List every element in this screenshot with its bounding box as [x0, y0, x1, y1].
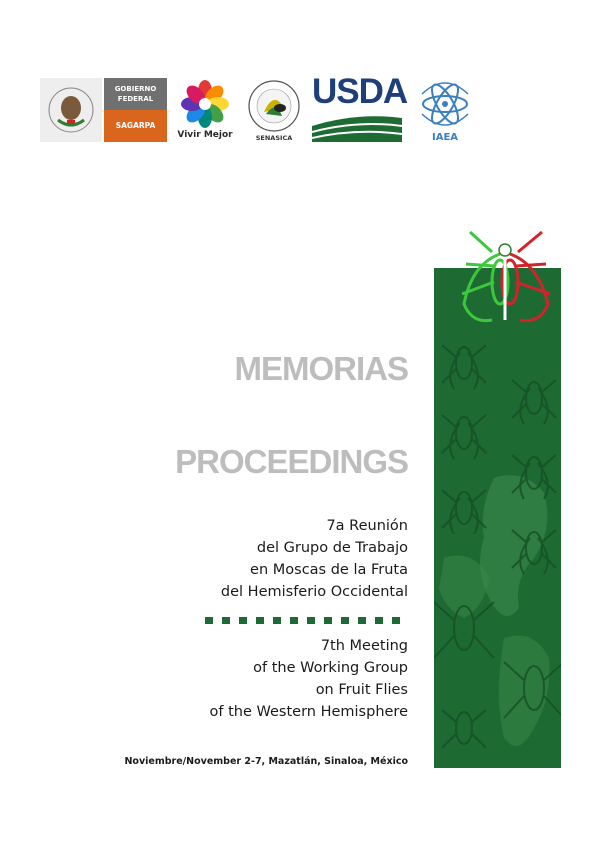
spanish-subtitle	[221, 515, 408, 603]
gobierno-federal-text: GOBIERNO FEDERAL	[104, 78, 167, 110]
english-line: of the Western Hemisphere	[209, 704, 408, 720]
divider-dash	[256, 617, 264, 624]
event-date-location: Noviembre/November 2-7, Mazatlán, Sinaloa, México	[124, 756, 408, 767]
spanish-line: en Moscas de la Fruta	[250, 562, 408, 578]
divider-dash	[375, 617, 383, 624]
english-line: on Fruit Flies	[315, 682, 408, 698]
english-line: 7th Meeting	[320, 638, 408, 654]
spanish-line: del Hemisferio Occidental	[220, 584, 408, 600]
vivir-mejor-text: Vivir Mejor	[177, 130, 233, 140]
green-band	[434, 268, 561, 768]
english-line: of the Working Group	[253, 660, 408, 676]
fruit-fly-emblem-icon	[452, 224, 562, 334]
divider-dash	[205, 617, 213, 624]
iaea-logo	[412, 78, 478, 144]
vivir-mejor-logo	[174, 78, 236, 144]
divider-dash	[341, 617, 349, 624]
iaea-text: IAEA	[431, 132, 459, 143]
spanish-line: del Grupo de Trabajo	[256, 540, 408, 556]
divider-dash	[290, 617, 298, 624]
divider-dash	[324, 617, 332, 624]
english-subtitle	[210, 635, 408, 723]
green-dash-divider	[205, 617, 410, 624]
divider-dash	[273, 617, 281, 624]
title-proceedings: PROCEEDINGS	[175, 443, 408, 480]
divider-dash	[358, 617, 366, 624]
mexico-seal-logo	[40, 78, 102, 142]
spanish-line: 7a Reunión	[326, 518, 408, 534]
divider-dash	[392, 617, 400, 624]
senasica-logo	[244, 78, 304, 144]
gobierno-sagarpa-logo	[104, 78, 167, 142]
divider-dash	[222, 617, 230, 624]
sagarpa-text: SAGARPA	[104, 110, 167, 142]
usda-logo	[312, 72, 408, 142]
usda-text: USDA	[312, 72, 408, 111]
title-memorias: MEMORIAS	[234, 350, 408, 387]
divider-dash	[307, 617, 315, 624]
divider-dash	[239, 617, 247, 624]
senasica-text: SENASICA	[255, 134, 293, 142]
